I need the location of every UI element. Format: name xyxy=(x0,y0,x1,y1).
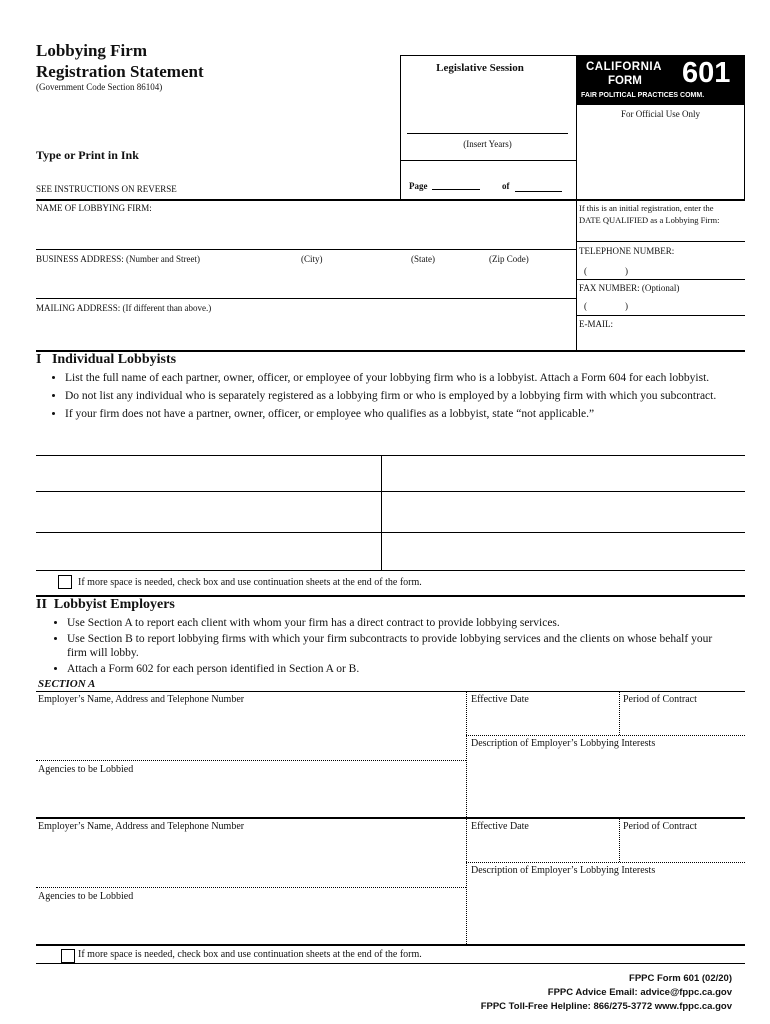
page-number-field[interactable] xyxy=(432,189,480,190)
section-2-continuation-checkbox[interactable] xyxy=(61,949,75,963)
lobbyist-name-field[interactable] xyxy=(382,456,744,490)
form-title-line1: Lobbying Firm xyxy=(36,41,147,60)
period-of-contract-label: Period of Contract xyxy=(623,821,697,832)
session-years-field[interactable] xyxy=(407,133,568,134)
zip-label: (Zip Code) xyxy=(489,254,529,264)
date-qualified-note-2: DATE QUALIFIED as a Lobbying Firm: xyxy=(579,215,720,225)
fax-open-paren: ( xyxy=(584,301,587,311)
period-of-contract-field[interactable] xyxy=(621,833,743,861)
business-address-label: BUSINESS ADDRESS: (Number and Street) xyxy=(36,254,200,264)
mailing-address-field[interactable] xyxy=(36,314,574,348)
description-field[interactable] xyxy=(468,877,743,943)
section-1-title: I Individual Lobbyists xyxy=(36,352,177,367)
badge-form-number: 601 xyxy=(682,57,731,89)
form-badge xyxy=(576,55,745,105)
agencies-label: Agencies to be Lobbied xyxy=(38,764,134,775)
official-use-label: For Official Use Only xyxy=(620,109,701,119)
section-1-bullet: • List the full name of each partner, owner, officer, or employee of your lobbying firm who is a lobbyist. Attach a Form 604 for each lobbyist. xyxy=(65,371,755,385)
footer xyxy=(481,972,732,1014)
section-2-bullet: • Use Section A to report each client with whom your firm has a direct contract to provide lobbying services. xyxy=(67,616,727,630)
period-of-contract-field[interactable] xyxy=(621,706,743,734)
date-qualified-note-1: If this is an initial registration, enter the xyxy=(579,203,714,213)
section-1-more-space-note: If more space is needed, check box and use continuation sheets at the end of the form. xyxy=(78,577,422,588)
section-1-bullet: • If your firm does not have a partner, owner, officer, or employee who qualifies as a lobbyist, state “not applicable.” xyxy=(65,407,755,421)
period-of-contract-label: Period of Contract xyxy=(623,694,697,705)
agencies-label: Agencies to be Lobbied xyxy=(38,891,134,902)
state-label: (State) xyxy=(411,254,435,264)
effective-date-field[interactable] xyxy=(468,833,618,861)
description-label: Description of Employer’s Lobbying Interests xyxy=(471,738,656,749)
of-label: of xyxy=(502,181,510,191)
effective-date-label: Effective Date xyxy=(471,694,529,705)
see-instructions-note: SEE INSTRUCTIONS ON REVERSE xyxy=(36,184,177,194)
section-a-label: SECTION A xyxy=(38,678,96,690)
business-address-field[interactable] xyxy=(36,266,574,296)
agencies-field[interactable] xyxy=(36,776,464,816)
form-title xyxy=(36,40,204,82)
page-total-field[interactable] xyxy=(515,191,562,192)
firm-name-field[interactable] xyxy=(36,214,574,248)
section-2-instructions xyxy=(30,616,727,680)
lobbyist-name-field[interactable] xyxy=(382,493,744,531)
employer-name-field[interactable] xyxy=(36,706,464,758)
insert-years-label: (Insert Years) xyxy=(463,139,512,149)
telephone-close-paren: ) xyxy=(625,266,628,276)
fax-close-paren: ) xyxy=(625,301,628,311)
footer-form-id: FPPC Form 601 (02/20) xyxy=(629,973,732,984)
badge-state: CALIFORNIA xyxy=(586,61,662,73)
mailing-address-label: MAILING ADDRESS: (If different than above.) xyxy=(36,303,212,313)
section-2-bullet: • Use Section B to report lobbying firms with which your firm subcontracts to provide lobbying services and the clients on whose behalf your firm will lobby. xyxy=(67,632,727,660)
effective-date-field[interactable] xyxy=(468,706,618,734)
badge-agency: FAIR POLITICAL PRACTICES COMM. xyxy=(581,92,705,99)
telephone-open-paren: ( xyxy=(584,266,587,276)
agencies-field[interactable] xyxy=(36,903,464,943)
section-2-title: II Lobbyist Employers xyxy=(36,597,175,612)
page-label: Page xyxy=(409,181,428,191)
lobbyist-name-field[interactable] xyxy=(382,534,744,569)
badge-form-word: FORM xyxy=(608,75,642,87)
section-1-bullet: • Do not list any individual who is separately registered as a lobbying firm or who is employed by a lobbying firm with which you subcontract. xyxy=(65,389,755,403)
email-label: E-MAIL: xyxy=(579,319,613,329)
city-label: (City) xyxy=(301,254,323,264)
description-field[interactable] xyxy=(468,750,743,816)
footer-advice-email: FPPC Advice Email: advice@fppc.ca.gov xyxy=(547,987,732,998)
telephone-field[interactable] xyxy=(590,262,740,276)
section-2-bullet: • Attach a Form 602 for each person identified in Section A or B. xyxy=(67,662,727,676)
code-reference: (Government Code Section 86104) xyxy=(36,82,163,92)
firm-name-label: NAME OF LOBBYING FIRM: xyxy=(36,203,152,213)
footer-helpline: FPPC Toll-Free Helpline: 866/275-3772 www.fppc.ca.gov xyxy=(480,1001,732,1012)
employer-name-label: Employer’s Name, Address and Telephone Number xyxy=(38,821,245,832)
section-1-instructions xyxy=(30,371,755,425)
telephone-label: TELEPHONE NUMBER: xyxy=(579,246,675,256)
form-title-line2: Registration Statement xyxy=(36,62,204,81)
section-1-continuation-checkbox[interactable] xyxy=(58,575,72,589)
email-field[interactable] xyxy=(610,316,740,348)
effective-date-label: Effective Date xyxy=(471,821,529,832)
section-2-more-space-note: If more space is needed, check box and use continuation sheets at the end of the form. xyxy=(78,949,422,960)
description-label: Description of Employer’s Lobbying Interests xyxy=(471,865,656,876)
type-print-note: Type or Print in Ink xyxy=(36,148,139,162)
lobbyist-name-field[interactable] xyxy=(36,456,380,490)
fax-field[interactable] xyxy=(590,298,740,312)
lobbyist-name-field[interactable] xyxy=(36,534,380,569)
legislative-session-label: Legislative Session xyxy=(436,62,524,74)
fax-label: FAX NUMBER: (Optional) xyxy=(579,283,680,293)
employer-name-field[interactable] xyxy=(36,833,464,885)
lobbyist-name-field[interactable] xyxy=(36,493,380,531)
employer-name-label: Employer’s Name, Address and Telephone Number xyxy=(38,694,245,705)
